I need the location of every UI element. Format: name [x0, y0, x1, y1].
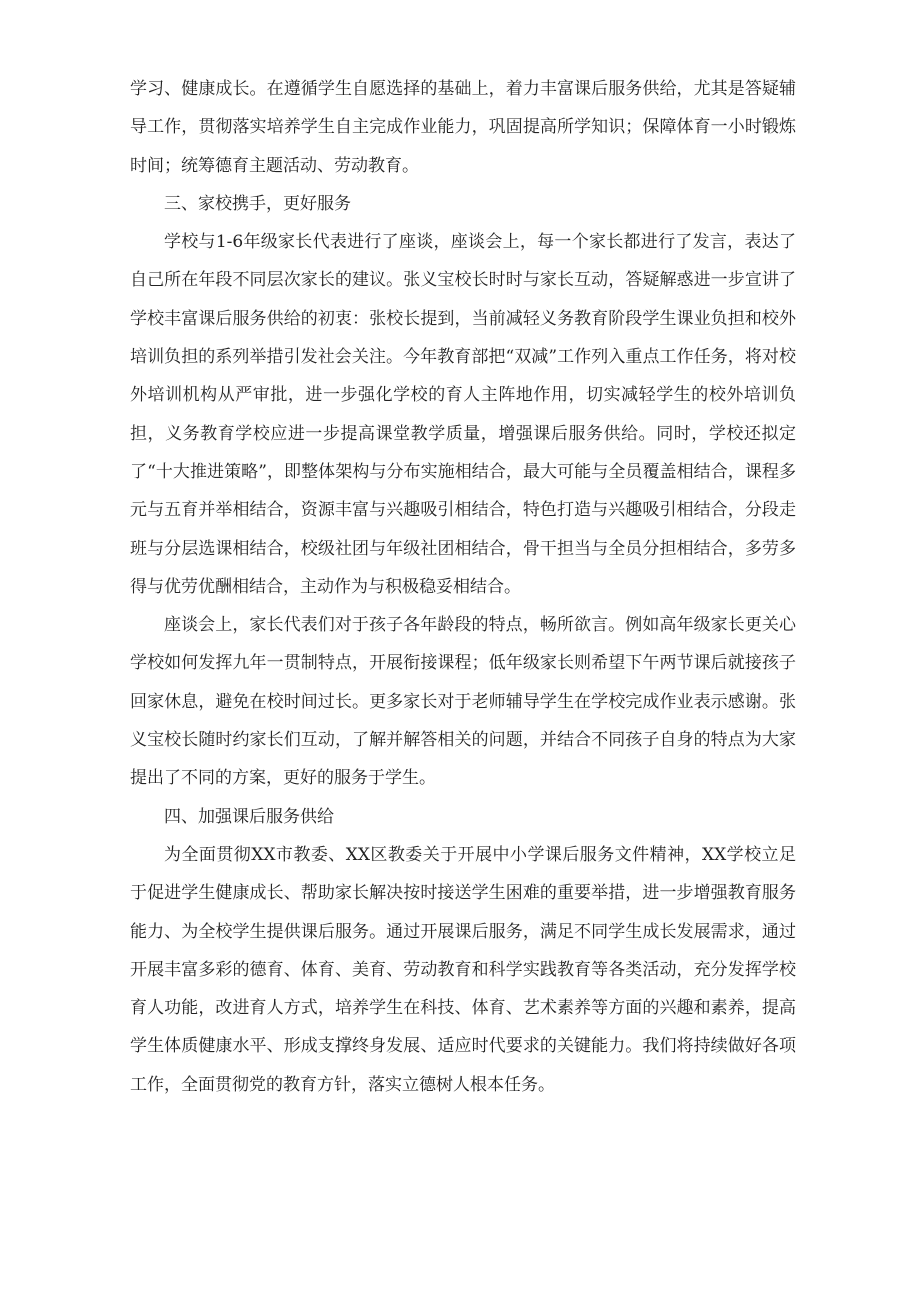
paragraph-meeting: 学校与1-6年级家长代表进行了座谈，座谈会上，每一个家长都进行了发言，表达了自己所在年段不同层次家长的建议。张义宝校长时时与家长互动，答疑解惑进一步宣讲了学校丰富课后服务供给的初衷：张校长提到，当前减轻义务教育阶段学生课业负担和校外培训负担的系列举措引发社会关注。今年教育部把“双减”工作列入重点工作任务，将对校外培训机构从严审批，进一步强化学校的育人主阵地作用，切实减轻学生的校外培训负担，义务教育学校应进一步提高课堂教学质量，增强课后服务供给。同时，学校还拟定了“十大推进策略”，即整体架构与分布实施相结合，最大可能与全员覆盖相结合，课程多元与五育并举相结合，资源丰富与兴趣吸引相结合，特色打造与兴趣吸引相结合，分段走班与分层选课相结合，校级社团与年级社团相结合，骨干担当与全员分担相结合，多劳多得与优劳优酬相结合，主动作为与积极稳妥相结合。	[130, 232, 796, 597]
paragraph-continuation: 学习、健康成长。在遵循学生自愿选择的基础上，着力丰富课后服务供给，尤其是答疑辅导工作，贯彻落实培养学生自主完成作业能力，巩固提高所学知识；保障体育一小时锻炼时间；统筹德育主题活动、劳动教育。	[130, 79, 796, 176]
section-heading-3: 三、家校携手，更好服务	[164, 193, 351, 214]
document-page	[130, 70, 796, 1104]
section-heading-4: 四、加强课后服务供给	[164, 806, 334, 827]
paragraph-parents: 座谈会上，家长代表们对于孩子各年龄段的特点，畅所欲言。例如高年级家长更关心学校如何发挥九年一贯制特点，开展衔接课程；低年级家长则希望下午两节课后就接孩子回家休息，避免在校时间过长。更多家长对于老师辅导学生在学校完成作业表示感谢。张义宝校长随时约家长们互动，了解并解答相关的问题，并结合不同孩子自身的特点为大家提出了不同的方案，更好的服务于学生。	[130, 615, 796, 789]
paragraph-service: 为全面贯彻XX市教委、XX区教委关于开展中小学课后服务文件精神，XX学校立足于促进学生健康成长、帮助家长解决按时接送学生困难的重要举措，进一步增强教育服务能力、为全校学生提供课后服务。通过开展课后服务，满足不同学生成长发展需求，通过开展丰富多彩的德育、体育、美育、劳动教育和科学实践教育等各类活动，充分发挥学校育人功能，改进育人方式，培养学生在科技、体育、艺术素养等方面的兴趣和素养，提高学生体质健康水平、形成支撑终身发展、适应时代要求的关键能力。我们将持续做好各项工作，全面贯彻党的教育方针，落实立德树人根本任务。	[130, 844, 796, 1095]
